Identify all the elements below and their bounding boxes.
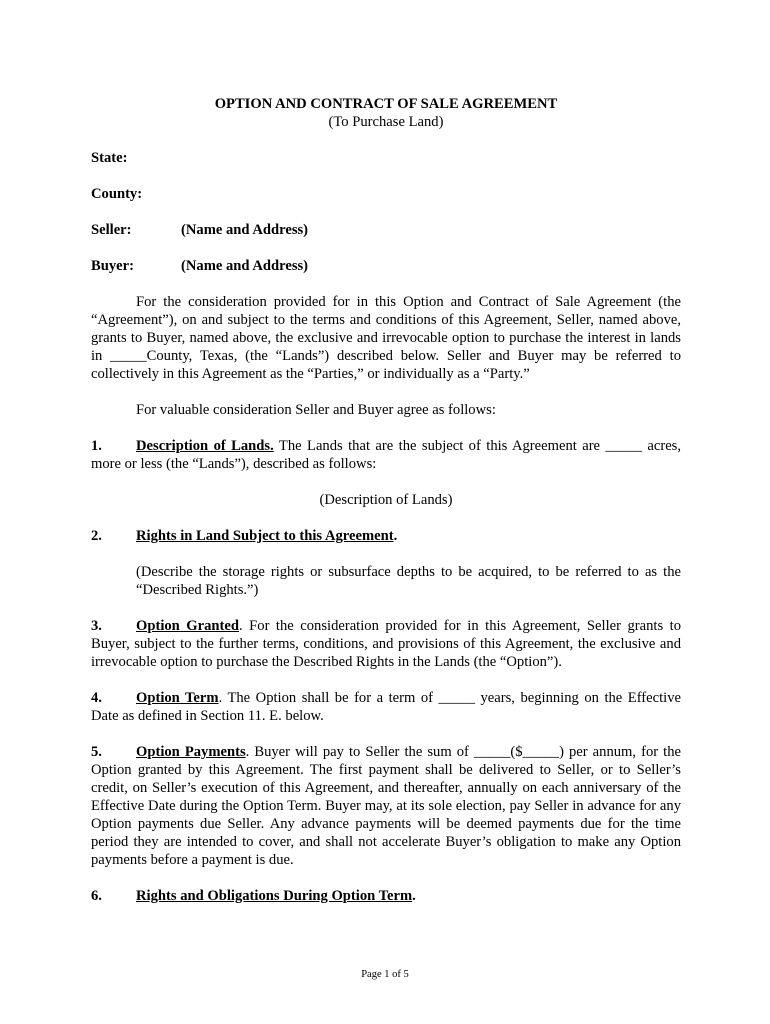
section-6-heading-period: . xyxy=(412,888,416,904)
document-body xyxy=(91,95,681,905)
section-2-heading-period: . xyxy=(393,528,398,544)
section-6 xyxy=(91,887,681,905)
section-5 xyxy=(91,743,681,869)
section-1 xyxy=(91,437,681,473)
agreement-paragraph: For valuable consideration Seller and Buyer agree as follows: xyxy=(136,402,496,418)
section-3 xyxy=(91,617,681,671)
buyer-field xyxy=(91,257,681,275)
section-4 xyxy=(91,689,681,725)
state-label: State: xyxy=(91,150,128,166)
state-field xyxy=(91,149,681,167)
section-6-number: 6. xyxy=(91,888,102,904)
seller-field xyxy=(91,221,681,239)
section-2-number: 2. xyxy=(91,528,102,544)
section-5-number: 5. xyxy=(91,744,102,760)
document-subtitle: (To Purchase Land) xyxy=(328,114,444,130)
section-4-heading: Option Term xyxy=(136,690,219,706)
section-3-number: 3. xyxy=(91,618,102,634)
seller-label: Seller: xyxy=(91,222,132,238)
section-3-text: . For the consideration provided for in this Agreement, Seller grants to Buyer, subject to the further terms, conditions, and provisions of this Agreement, the exclusive and irrevocable option to purchase the Described Rights in the Lands (the “Option”). xyxy=(91,618,681,670)
section-2-note: (Describe the storage rights or subsurface depths to be acquired, to be referred to as the “Described Rights.”) xyxy=(136,564,681,598)
buyer-label: Buyer: xyxy=(91,258,134,274)
buyer-value: (Name and Address) xyxy=(181,258,309,274)
intro-paragraph: For the consideration provided for in this Option and Contract of Sale Agreement (the “Agreement”), on and subject to the terms and conditions of this Agreement, Seller, named above, grants to Buyer, named above, the exclusive and irrevocable option to purchase the interest in lands in _____County, Texas, (the “Lands”) described below. Seller and Buyer may be referred to collectively in this Agreement as the “Parties,” or individually as a “Party.” xyxy=(91,294,681,382)
section-5-text: . Buyer will pay to Seller the sum of _____($_____) per annum, for the Option granted by this Agreement. The first payment shall be delivered to Seller, or to Seller’s credit, on Seller’s execution of this Agreement, and thereafter, annually on each anniversary of the Effective Date during the Option Term. Buyer may, at its sole election, pay Seller in advance for any Option payments due Seller. Any advance payments will be deemed payments due for the time period they are intended to cover, and shall not accelerate Buyer’s obligation to make any Option payments before a payment is due. xyxy=(91,744,681,868)
section-5-heading: Option Payments xyxy=(136,744,246,760)
section-6-heading: Rights and Obligations During Option Term xyxy=(136,888,413,904)
section-4-text: . The Option shall be for a term of _____ years, beginning on the Effective Date as defined in Section 11. E. below. xyxy=(91,690,681,724)
section-2-heading: Rights in Land Subject to this Agreement xyxy=(136,528,394,544)
section-1-heading: Description of Lands. xyxy=(136,438,274,454)
section-3-heading: Option Granted xyxy=(136,618,239,634)
seller-value: (Name and Address) xyxy=(181,222,309,238)
lands-description-placeholder: (Description of Lands) xyxy=(319,492,453,508)
document-title: OPTION AND CONTRACT OF SALE AGREEMENT xyxy=(214,96,558,112)
page-number-footer: Page 1 of 5 xyxy=(361,969,409,980)
section-1-number: 1. xyxy=(91,438,102,454)
section-2 xyxy=(91,527,681,545)
section-4-number: 4. xyxy=(91,690,102,706)
section-1-text: The Lands that are the subject of this Agreement are _____ acres, more or less (the “Lands”), described as follows: xyxy=(91,438,681,472)
county-field xyxy=(91,185,681,203)
county-label: County: xyxy=(91,186,143,202)
